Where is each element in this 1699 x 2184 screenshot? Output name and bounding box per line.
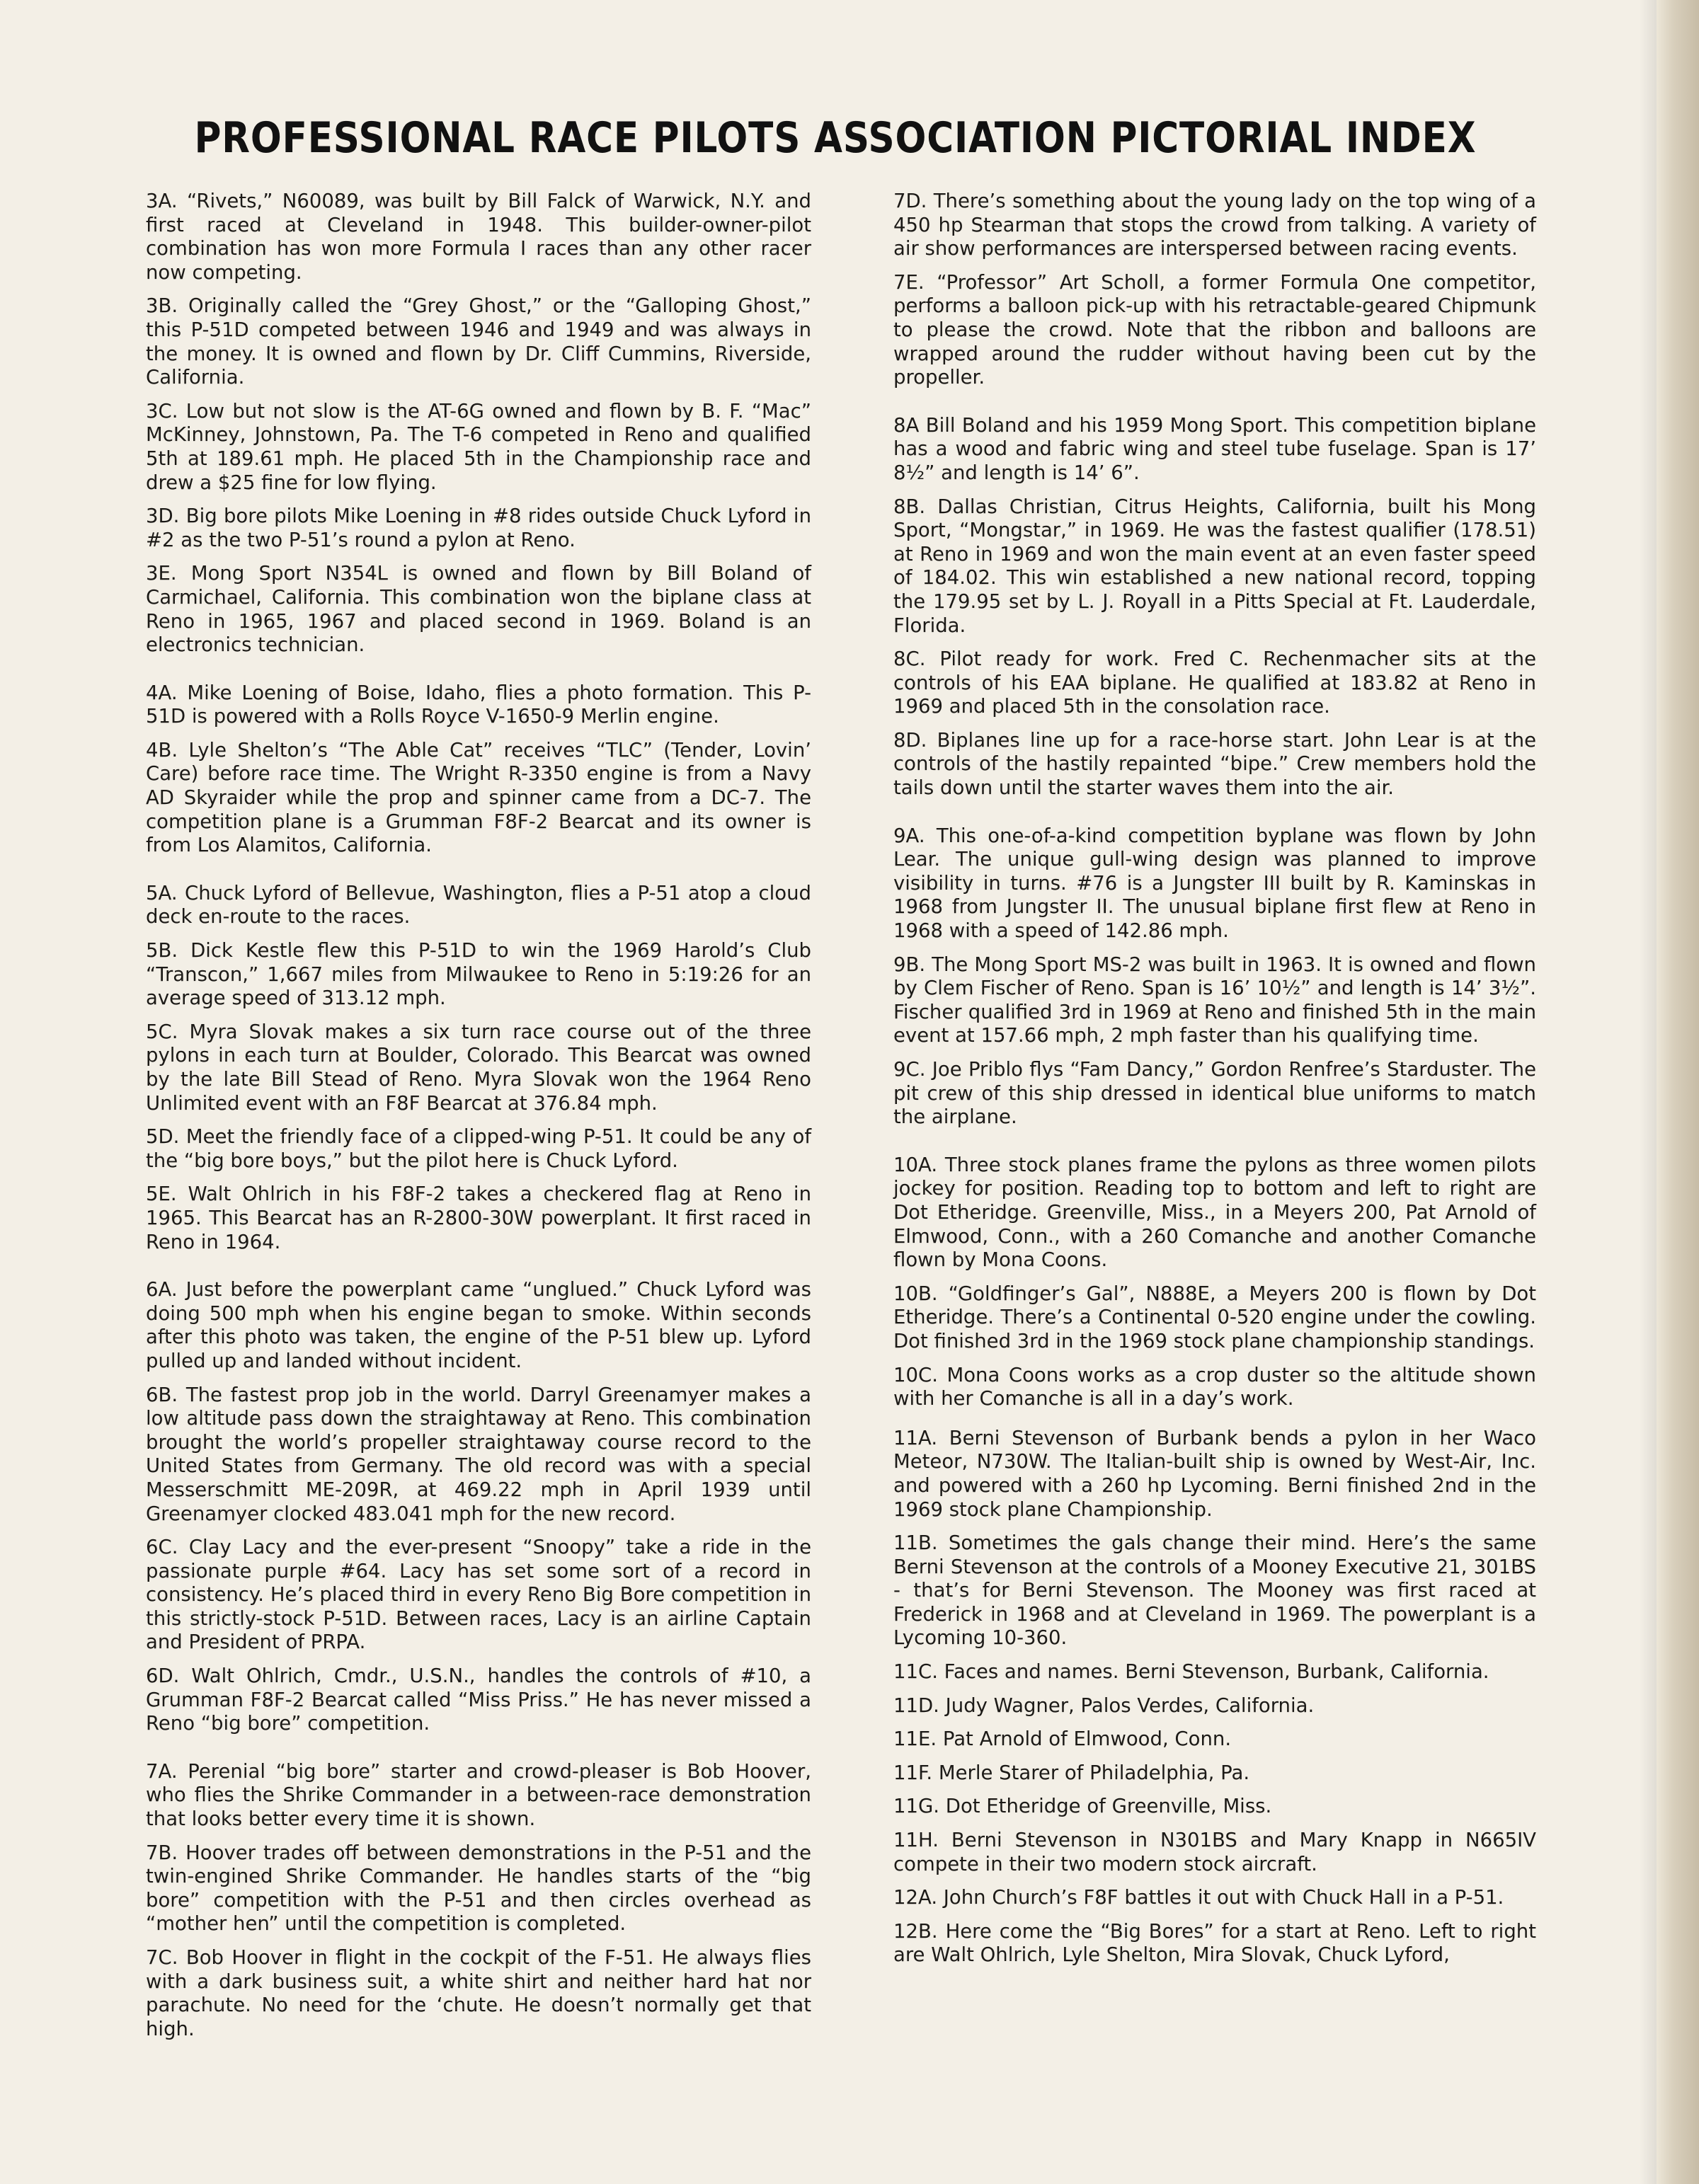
caption-7a: 7A. Perenial “big bore” starter and crowd-pleaser is Bob Hoover, who flies the Shrike Commander in a between-race demonstration that looks better every time it is shown. xyxy=(146,1759,811,1831)
caption-6d: 6D. Walt Ohlrich, Cmdr., U.S.N., handles the controls of #10, a Grumman F8F-2 Bearcat called “Miss Priss.” He has never missed a Reno “big bore” competition. xyxy=(146,1665,811,1735)
caption-5d: 5D. Meet the friendly face of a clipped-wing P-51. It could be any of the “big bore boys,” but the pilot here is Chuck Lyford. xyxy=(146,1125,811,1172)
caption-8d: 8D. Biplanes line up for a race-horse start. John Lear is at the controls of the hastily repainted “bipe.” Crew members hold the tails down until the starter waves them into the air. xyxy=(893,728,1536,800)
right-column xyxy=(893,190,1536,1977)
caption-10a: 10A. Three stock planes frame the pylons as three women pilots jockey for position. Reading top to bottom and left to right are Dot Etheridge. Greenville, Miss., in a Meyers 200, Pat Arnold of Elmwood, Conn., with a 260 Comanche and another Comanche flown by Mona Coons. xyxy=(893,1153,1536,1272)
caption-11f: 11F. Merle Starer of Philadelphia, Pa. xyxy=(893,1761,1250,1784)
caption-9c: 9C. Joe Priblo flys “Fam Dancy,” Gordon Renfree’s Starduster. The pit crew of this ship dressed in identical blue uniforms to match the airplane. xyxy=(893,1058,1536,1129)
caption-3e: 3E. Mong Sport N354L is owned and flown by Bill Boland of Carmichael, California. This combination won the biplane class at Reno in 1965, 1967 and placed second in 1969. Boland is an electronics technician. xyxy=(146,562,811,657)
caption-6c: 6C. Clay Lacy and the ever-present “Snoopy” take a ride in the passionate purple #64. Lacy has set some sort of a record in consistency. He’s placed third in every Reno Big Bore competition in this strictly-stock P-51D. Between races, Lacy is an airline Captain and President of PRPA. xyxy=(146,1536,811,1654)
caption-5c: 5C. Myra Slovak makes a six turn race course out of the three pylons in each turn at Boulder, Colorado. This Bearcat was owned by the late Bill Stead of Reno. Myra Slovak won the 1964 Reno Unlimited event with an F8F Bearcat at 376.84 mph. xyxy=(146,1020,811,1115)
caption-12a: 12A. John Church’s F8F battles it out with Chuck Hall in a P-51. xyxy=(893,1886,1504,1909)
caption-3d: 3D. Big bore pilots Mike Loening in #8 rides outside Chuck Lyford in #2 as the two P-51’s round a pylon at Reno. xyxy=(146,505,811,551)
caption-7c: 7C. Bob Hoover in flight in the cockpit of the F-51. He always flies with a dark business suit, a white shirt and neither hard hat nor parachute. No need for the ‘chute. He doesn’t normally get that high. xyxy=(146,1946,811,2040)
caption-5e: 5E. Walt Ohlrich in his F8F-2 takes a checkered flag at Reno in 1965. This Bearcat has an R-2800-30W powerplant. It first raced in Reno in 1964. xyxy=(146,1183,811,1253)
caption-5b: 5B. Dick Kestle flew this P-51D to win the 1969 Harold’s Club “Transcon,” 1,667 miles from Milwaukee to Reno in 5:19:26 for an average speed of 313.12 mph. xyxy=(146,939,811,1010)
caption-7b: 7B. Hoover trades off between demonstrations in the P-51 and the twin-engined Shrike Commander. He handles starts of the “big bore” competition with the P-51 and then circles overhead as “mother hen” until the competition is completed. xyxy=(146,1841,811,1936)
caption-10b: 10B. “Goldfinger’s Gal”, N888E, a Meyers 200 is flown by Dot Etheridge. There’s a Continental 0-520 engine under the cowling. Dot finished 3rd in the 1969 stock plane championship standings. xyxy=(893,1282,1536,1352)
caption-8c: 8C. Pilot ready for work. Fred C. Rechenmacher sits at the controls of his EAA biplane. He qualified at 183.82 at Reno in 1969 and placed 5th in the consolation race. xyxy=(893,648,1536,718)
caption-10c: 10C. Mona Coons works as a crop duster so the altitude shown with her Comanche is all in a day’s work. xyxy=(893,1363,1536,1410)
caption-3a: 3A. “Rivets,” N60089, was built by Bill Falck of Warwick, N.Y. and first raced at Cleveland in 1948. This builder-owner-pilot combination has won more Formula I races than any other racer now competing. xyxy=(146,190,811,284)
caption-3b: 3B. Originally called the “Grey Ghost,” or the “Galloping Ghost,” this P-51D competed between 1946 and 1949 and was always in the money. It is owned and flown by Dr. Cliff Cummins, Riverside, California. xyxy=(146,294,811,389)
left-column xyxy=(146,190,811,2051)
caption-3c: 3C. Low but not slow is the AT-6G owned and flown by B. F. “Mac” McKinney, Johnstown, Pa. The T-6 competed in Reno and qualified 5th at 189.61 mph. He placed 5th in the Championship race and drew a $25 fine for low flying. xyxy=(146,399,811,494)
caption-5a: 5A. Chuck Lyford of Bellevue, Washington, flies a P-51 atop a cloud deck en-route to the races. xyxy=(146,881,811,929)
caption-8b: 8B. Dallas Christian, Citrus Heights, California, built his Mong Sport, “Mongstar,” in 1969. He was the fastest qualifier (178.51) at Reno in 1969 and won the main event at an even faster speed of 184.02. This win established a new national record, topping the 179.95 set by L. J. Royall in a Pitts Special at Ft. Lauderdale, Florida. xyxy=(893,495,1536,637)
caption-11b: 11B. Sometimes the gals change their mind. Here’s the same Berni Stevenson at the controls of a Mooney Executive 21, 301BS - that’s for Berni Stevenson. The Mooney was first raced at Frederick in 1968 and at Cleveland in 1969. The powerplant is a Lycoming 10-360. xyxy=(893,1531,1536,1650)
caption-9b: 9B. The Mong Sport MS-2 was built in 1963. It is owned and flown by Clem Fischer of Reno. Span is 16’ 10½” and length is 14’ 3½”. Fischer qualified 3rd in 1969 at Reno and finished 5th in the main event at 157.66 mph, 2 mph faster than his qualifying time. xyxy=(893,953,1536,1047)
caption-6a: 6A. Just before the powerplant came “unglued.” Chuck Lyford was doing 500 mph when his engine began to smoke. Within seconds after this photo was taken, the engine of the P-51 blew up. Lyford pulled up and landed without incident. xyxy=(146,1278,811,1372)
caption-4a: 4A. Mike Loening of Boise, Idaho, flies a photo formation. This P-51D is powered with a Rolls Royce V-1650-9 Merlin engine. xyxy=(146,681,811,728)
caption-7d: 7D. There’s something about the young lady on the top wing of a 450 hp Stearman that stops the crowd from talking. A variety of air show performances are interspersed between racing events. xyxy=(893,190,1536,260)
caption-6b: 6B. The fastest prop job in the world. Darryl Greenamyer makes a low altitude pass down the straightaway at Reno. This combination brought the world’s propeller straightaway course record to the United States from Germany. The old record was with a special Messerschmitt ME-209R, at 469.22 mph in April 1939 until Greenamyer clocked 483.041 mph for the new record. xyxy=(146,1383,811,1525)
caption-8a: 8A Bill Boland and his 1959 Mong Sport. This competition biplane has a wood and fabric wing and steel tube fuselage. Span is 17’ 8½” and length is 14’ 6”. xyxy=(893,413,1536,484)
caption-11h: 11H. Berni Stevenson in N301BS and Mary Knapp in N665IV compete in their two modern stock aircraft. xyxy=(893,1829,1536,1875)
caption-11a: 11A. Berni Stevenson of Burbank bends a pylon in her Waco Meteor, N730W. The Italian-built ship is owned by West-Air, Inc. and powered with a 260 hp Lycoming. Berni finished 2nd in the 1969 stock plane Championship. xyxy=(893,1426,1536,1521)
caption-9a: 9A. This one-of-a-kind competition byplane was flown by John Lear. The unique gull-wing design was planned to improve visibility in turns. #76 is a Jungster III built by R. Kaminskas in 1968 from Jungster II. The unusual biplane first flew at Reno in 1968 with a speed of 142.86 mph. xyxy=(893,824,1536,943)
caption-12b: 12B. Here come the “Big Bores” for a start at Reno. Left to right are Walt Ohlrich, Lyle Shelton, Mira Slovak, Chuck Lyford, xyxy=(893,1919,1536,1967)
caption-11d: 11D. Judy Wagner, Palos Verdes, California. xyxy=(893,1694,1315,1717)
page-edge xyxy=(1657,0,1699,2184)
page-gutter-shadow xyxy=(1640,0,1657,2184)
caption-4b: 4B. Lyle Shelton’s “The Able Cat” receives “TLC” (Tender, Lovin’ Care) before race time. The Wright R-3350 engine is from a Navy AD Skyraider while the prop and spinner came from a DC-7. The competition plane is a Grumman F8F-2 Bearcat and its owner is from Los Alamitos, California. xyxy=(146,738,811,857)
caption-11e: 11E. Pat Arnold of Elmwood, Conn. xyxy=(893,1728,1232,1751)
page-title: PROFESSIONAL RACE PILOTS ASSOCIATION PICTORIAL INDEX xyxy=(194,113,1477,163)
caption-7e: 7E. “Professor” Art Scholl, a former Formula One competitor, performs a balloon pick-up with his retractable-geared Chipmunk to please the crowd. Note that the ribbon and balloons are wrapped around the rudder without having been cut by the propeller. xyxy=(893,270,1536,389)
caption-11g: 11G. Dot Etheridge of Greenville, Miss. xyxy=(893,1795,1272,1818)
caption-11c: 11C. Faces and names. Berni Stevenson, Burbank, California. xyxy=(893,1660,1489,1684)
